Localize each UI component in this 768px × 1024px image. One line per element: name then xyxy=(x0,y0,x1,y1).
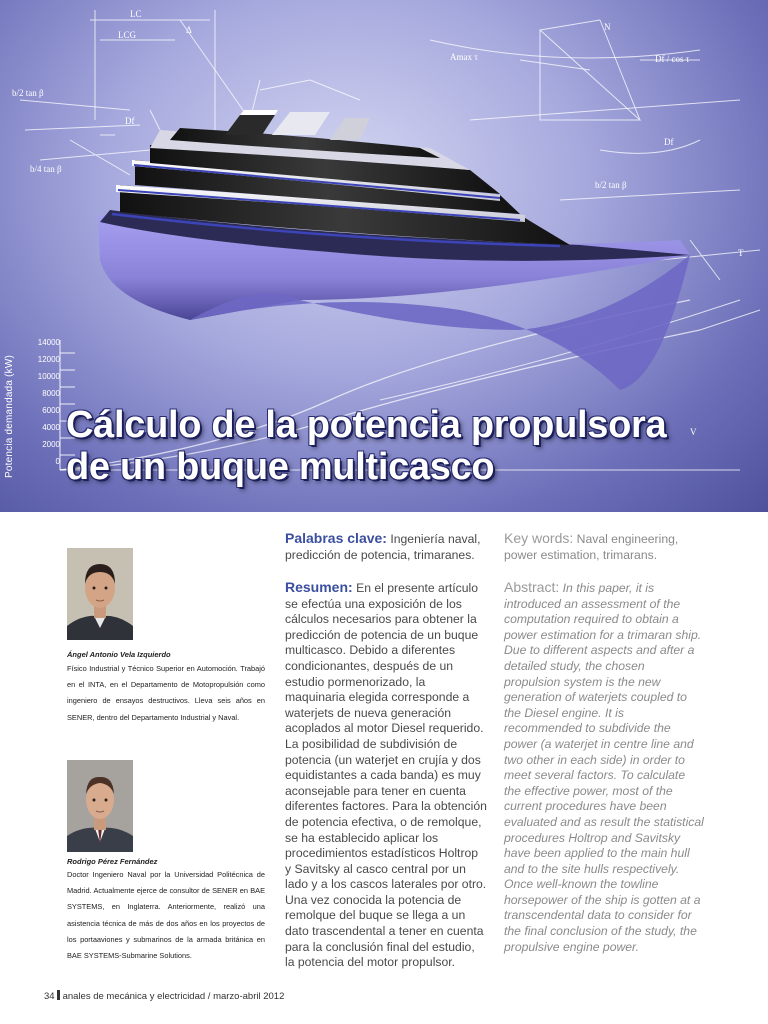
chart-tick-label: 2000 xyxy=(42,440,60,449)
article-title xyxy=(66,404,746,488)
summary-es-label: Resumen: xyxy=(285,579,353,595)
summary-es xyxy=(285,580,487,971)
publication-info: anales de mecánica y electricidad / marzo-abril 2012 xyxy=(62,991,285,1002)
svg-text:b/4 tan β: b/4 tan β xyxy=(30,164,62,174)
svg-text:Df: Df xyxy=(125,116,135,126)
chart-tick-label: 4000 xyxy=(42,423,60,432)
author-name: Ángel Antonio Vela Izquierdo xyxy=(67,650,171,659)
keywords-en xyxy=(504,531,704,563)
svg-text:T: T xyxy=(738,248,744,258)
author-name: Rodrigo Pérez Fernández xyxy=(67,857,158,866)
article-title-line1: Cálculo de la potencia propulsora xyxy=(66,404,667,446)
svg-text:Δ: Δ xyxy=(186,25,192,35)
keywords-es-label: Palabras clave: xyxy=(285,530,387,546)
chart-tick-label: 0 xyxy=(55,457,60,466)
svg-text:Amax τ: Amax τ xyxy=(450,52,478,62)
footer-divider xyxy=(57,990,60,1000)
svg-text:b/2 tan β: b/2 tan β xyxy=(595,180,627,190)
svg-text:N: N xyxy=(604,22,611,32)
svg-text:b/2 tan β: b/2 tan β xyxy=(12,88,44,98)
page-footer xyxy=(44,990,284,1002)
svg-text:LC: LC xyxy=(130,9,142,19)
summary-es-text: En el presente artículo se efectúa una exposición de los cálculos necesarios para obtener la predicción de potencia de un buque multicasco. Debido a diferentes condicionantes, después de un estudio pormenorizado, la maquinaria elegida corresponde a waterjets de nueva generación acoplados al motor Diesel requerido. La posibilidad de subdivisión de potencia (un waterjet en crujía y dos equidistantes a cada banda) es muy aconsejable para tener en cuenta diferentes factores. Para la obtención de potencia efectiva, o de remolque, se ha establecido aplicar los procedimientos estadísticos Holtrop y Savitsky al casco central por un lado y a los cascos laterales por otro. Una vez conocida la potencia de remolque del buque se llega a un dato trascendental a tener en cuenta para la conclusión final del estudio, la potencia del motor propulsor. xyxy=(285,581,487,970)
author-bio: Doctor Ingeniero Naval por la Universidad Politécnica de Madrid. Actualmente ejerce de consultor de SENER en BAE SYSTEMS, en Inglaterra. Anteriormente, realizó una asistencia técnica de más de dos años en los proyectos de los portaaviones y submarinos de la armada británica en BAE SYSTEMS-Submarine Solutions. xyxy=(67,870,265,961)
abstract-en-text: In this paper, it is introduced an assessment of the computation required to obtain a power estimation for a trimaran ship. Due to different aspects and after a detailed study, the chosen propulsion system is the new generation of waterjets coupled to the Diesel engine. It is recommended to subdivide the power (a waterjet in centre line and two other in each side) in order to meet several factors. To calculate the effective power, most of the current procedures have been evaluated and as result the statistical procedures Holtrop and Savitsky have been applied to the main hull and to the site hulls respectively. Once well-known the towline horsepower of the ship is gotten at a transcendental data to consider for the final conclusion of the study, the propulsive engine power. xyxy=(504,581,704,954)
chart-tick-label: 10000 xyxy=(37,372,60,381)
keywords-es-text: Ingeniería naval, predicción de potencia, trimaranes. xyxy=(285,532,481,562)
chart-tick-label: 14000 xyxy=(37,338,60,347)
chart-tick-label: 6000 xyxy=(42,406,60,415)
abstract-en xyxy=(504,580,704,955)
article-title-line2: de un buque multicasco xyxy=(66,446,495,488)
chart-axis-label: Potencia demandada (kW) xyxy=(4,355,15,478)
svg-text:Df: Df xyxy=(664,137,674,147)
author-bio: Físico Industrial y Técnico Superior en Automoción. Trabajó en el INTA, en el Departamento de Motopropulsión como ingeniero de ensayos destructivos. Lleva seis años en SENER, dentro del Departamento Industrial y Naval. xyxy=(67,664,265,722)
svg-text:Df / cos τ: Df / cos τ xyxy=(655,54,690,64)
author-photo xyxy=(67,760,133,852)
abstract-en-label: Abstract: xyxy=(504,579,560,595)
keywords-es xyxy=(285,531,487,563)
svg-text:LCG: LCG xyxy=(118,30,136,40)
chart-tick-label: 8000 xyxy=(42,389,60,398)
keywords-en-label: Key words: xyxy=(504,530,574,546)
svg-text:V: V xyxy=(690,427,697,437)
page-number: 34 xyxy=(44,991,55,1002)
author-photo xyxy=(67,548,133,640)
chart-tick-label: 12000 xyxy=(37,355,60,364)
keywords-en-text: Naval engineering, power estimation, trimarans. xyxy=(504,532,679,562)
